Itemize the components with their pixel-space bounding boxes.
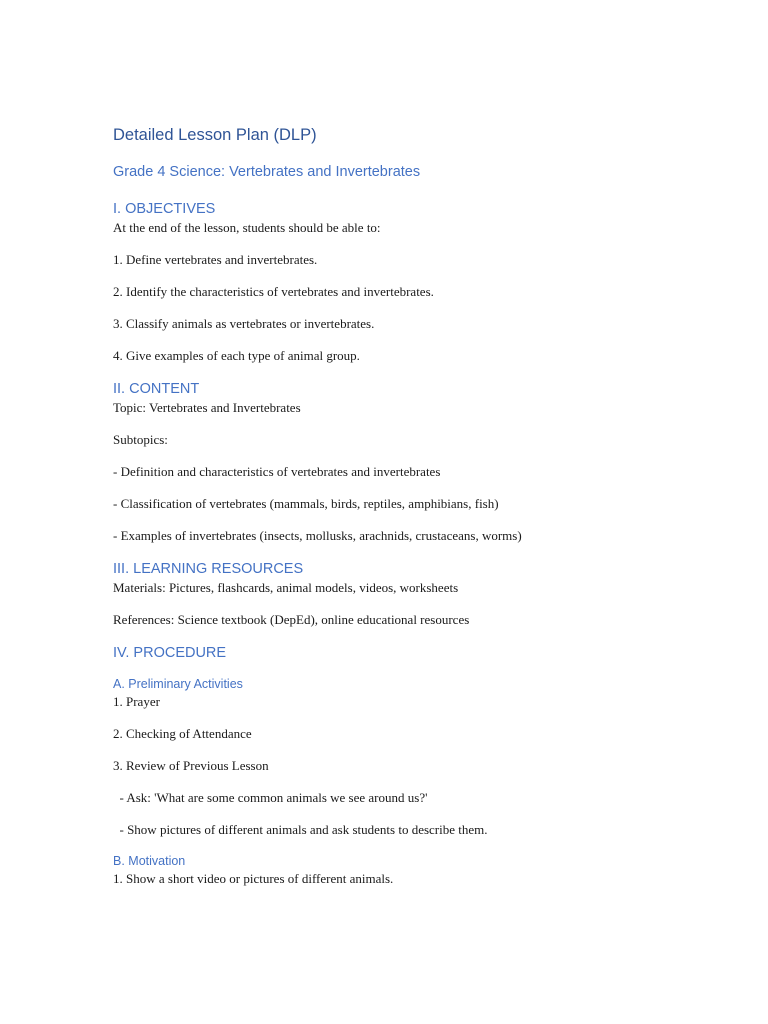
document-body: [113, 124, 733, 888]
preliminary-subitem: - Ask: 'What are some common animals we see around us?': [113, 790, 428, 805]
objective-item: 4. Give examples of each type of animal group.: [113, 348, 360, 363]
objective-item: 1. Define vertebrates and invertebrates.: [113, 252, 318, 267]
objectives-intro: At the end of the lesson, students should be able to:: [113, 220, 381, 235]
subheading-preliminary-activities: A. Preliminary Activities: [113, 677, 243, 691]
subtopic-item: - Definition and characteristics of vertebrates and invertebrates: [113, 464, 441, 479]
objective-item: 3. Classify animals as vertebrates or invertebrates.: [113, 316, 375, 331]
document-title: Detailed Lesson Plan (DLP): [113, 126, 317, 144]
objective-item: 2. Identify the characteristics of vertebrates and invertebrates.: [113, 284, 434, 299]
heading-procedure: IV. PROCEDURE: [113, 645, 227, 661]
preliminary-item: 3. Review of Previous Lesson: [113, 758, 269, 773]
motivation-item: 1. Show a short video or pictures of different animals.: [113, 871, 394, 886]
subtopic-item: - Classification of vertebrates (mammals, birds, reptiles, amphibians, fish): [113, 496, 499, 511]
preliminary-item: 2. Checking of Attendance: [113, 726, 252, 741]
preliminary-subitem: - Show pictures of different animals and ask students to describe them.: [113, 822, 488, 837]
heading-content: II. CONTENT: [113, 381, 200, 397]
heading-objectives: I. OBJECTIVES: [113, 201, 216, 217]
subheading-motivation: B. Motivation: [113, 854, 186, 868]
heading-learning-resources: III. LEARNING RESOURCES: [113, 561, 304, 577]
preliminary-item: 1. Prayer: [113, 694, 160, 709]
resources-materials: Materials: Pictures, flashcards, animal models, videos, worksheets: [113, 580, 459, 595]
subtopics-label: Subtopics:: [113, 432, 168, 447]
resources-references: References: Science textbook (DepEd), online educational resources: [113, 612, 470, 627]
document-subtitle: Grade 4 Science: Vertebrates and Invertebrates: [113, 164, 421, 180]
content-topic: Topic: Vertebrates and Invertebrates: [113, 400, 301, 415]
subtopic-item: - Examples of invertebrates (insects, mollusks, arachnids, crustaceans, worms): [113, 528, 522, 543]
